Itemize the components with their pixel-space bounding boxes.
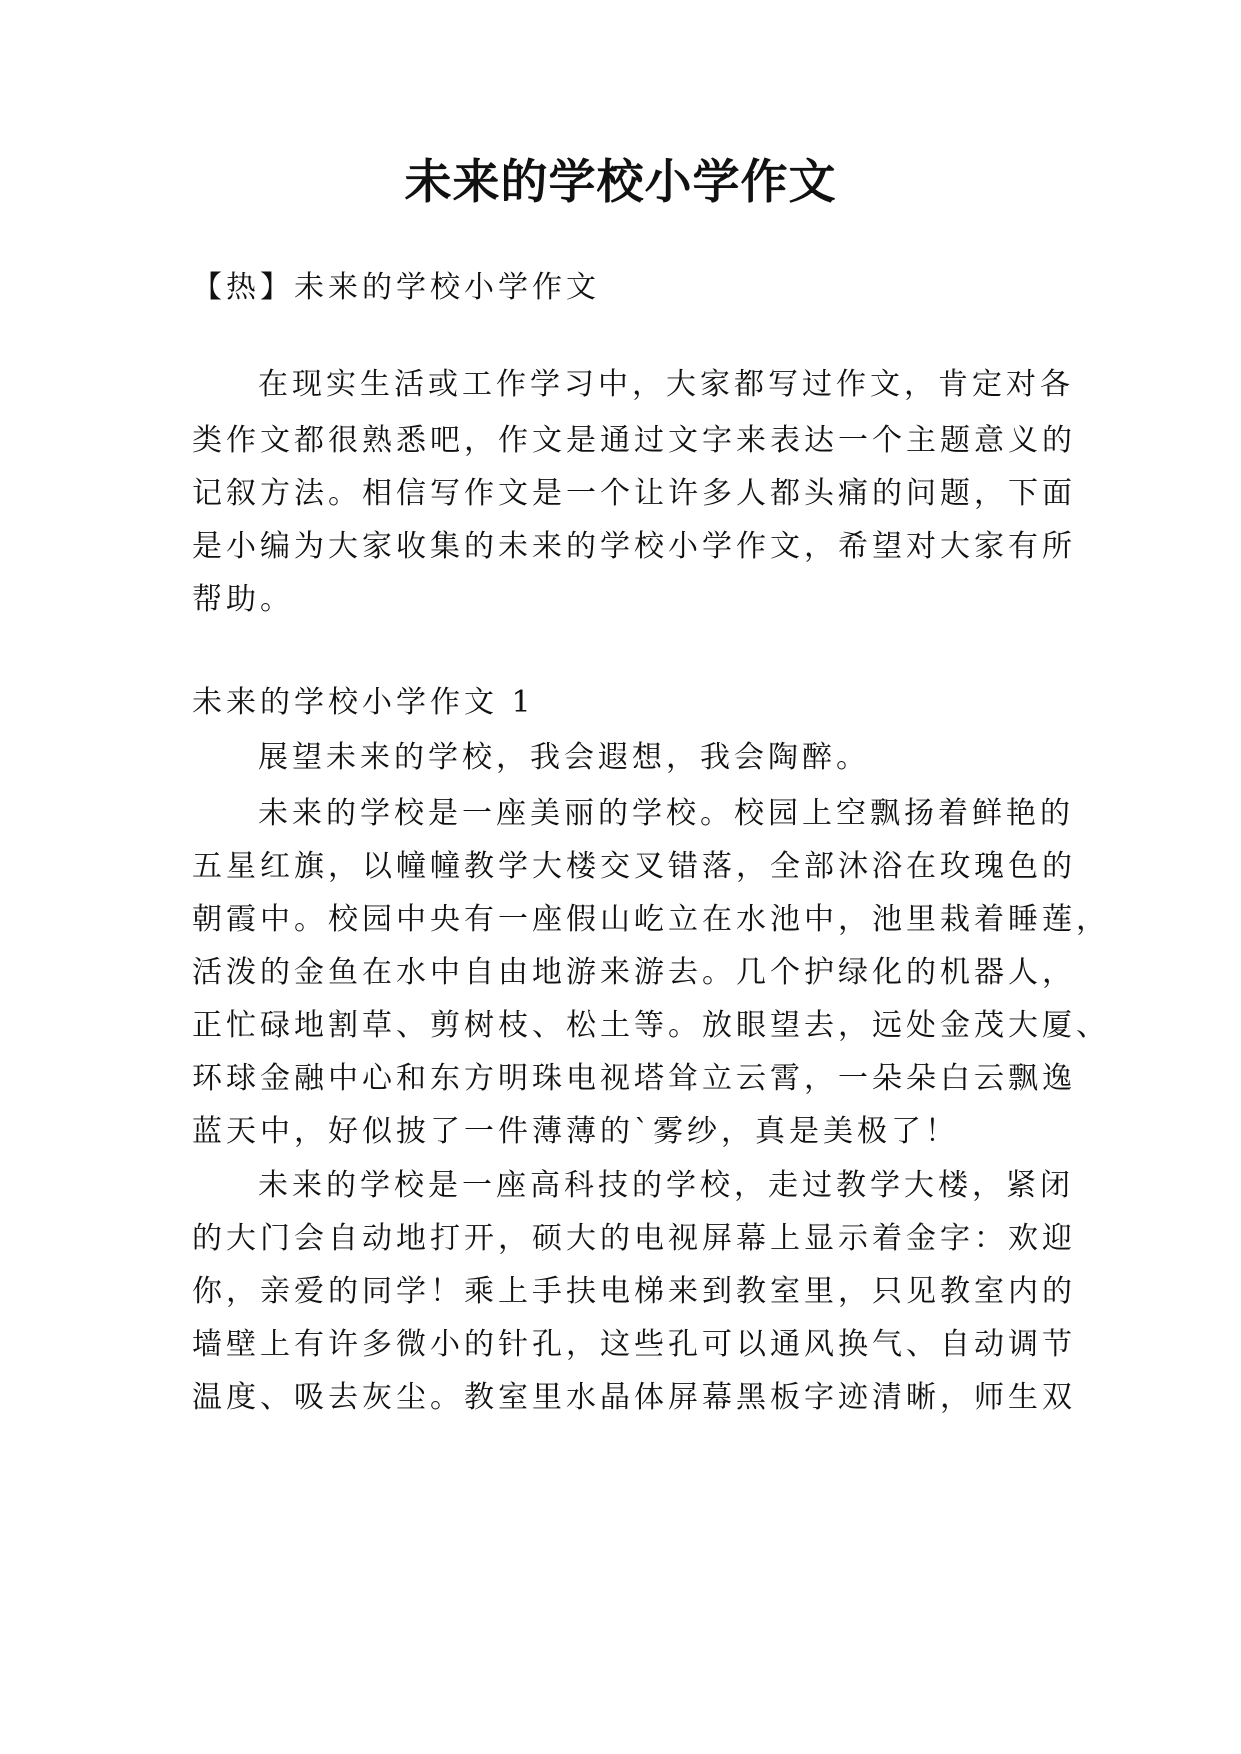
paragraph-line: 活泼的金鱼在水中自由地游来游去。几个护绿化的机器人， [192,955,1076,990]
section-heading: 未来的学校小学作文 1 [192,685,535,720]
paragraph-line: 展望未来的学校，我会遐想，我会陶醉。 [258,740,870,775]
paragraph-line: 的大门会自动地打开，硕大的电视屏幕上显示着金字：欢迎 [192,1221,1076,1256]
document-title: 未来的学校小学作文 [404,155,837,210]
paragraph-line: 你，亲爱的同学！乘上手扶电梯来到教室里，只见教室内的 [192,1274,1076,1309]
paragraph-line: 墙壁上有许多微小的针孔，这些孔可以通风换气、自动调节 [192,1327,1076,1362]
paragraph-line: 环球金融中心和东方明珠电视塔耸立云霄，一朵朵白云飘逸 [192,1061,1076,1096]
intro-line: 在现实生活或工作学习中，大家都写过作文，肯定对各 [258,367,1074,402]
intro-line: 是小编为大家收集的未来的学校小学作文，希望对大家有所 [192,529,1076,564]
paragraph-line: 温度、吸去灰尘。教室里水晶体屏幕黑板字迹清晰，师生双 [192,1380,1076,1415]
intro-line: 帮助。 [192,582,294,617]
paragraph-line: 朝霞中。校园中央有一座假山屹立在水池中，池里栽着睡莲， [192,902,1110,937]
paragraph-line: 未来的学校是一座美丽的学校。校园上空飘扬着鲜艳的 [258,796,1074,831]
intro-line: 记叙方法。相信写作文是一个让许多人都头痛的问题，下面 [192,476,1076,511]
paragraph-line: 未来的学校是一座高科技的学校，走过教学大楼，紧闭 [258,1168,1074,1203]
paragraph-line: 五星红旗，以幢幢教学大楼交叉错落，全部沐浴在玫瑰色的 [192,849,1076,884]
paragraph-line: 蓝天中，好似披了一件薄薄的`雾纱，真是美极了！ [192,1114,959,1149]
document-subtitle: 【热】未来的学校小学作文 [192,270,600,305]
paragraph-line: 正忙碌地割草、剪树枝、松土等。放眼望去，远处金茂大厦、 [192,1008,1110,1043]
intro-line: 类作文都很熟悉吧，作文是通过文字来表达一个主题意义的 [192,423,1076,458]
